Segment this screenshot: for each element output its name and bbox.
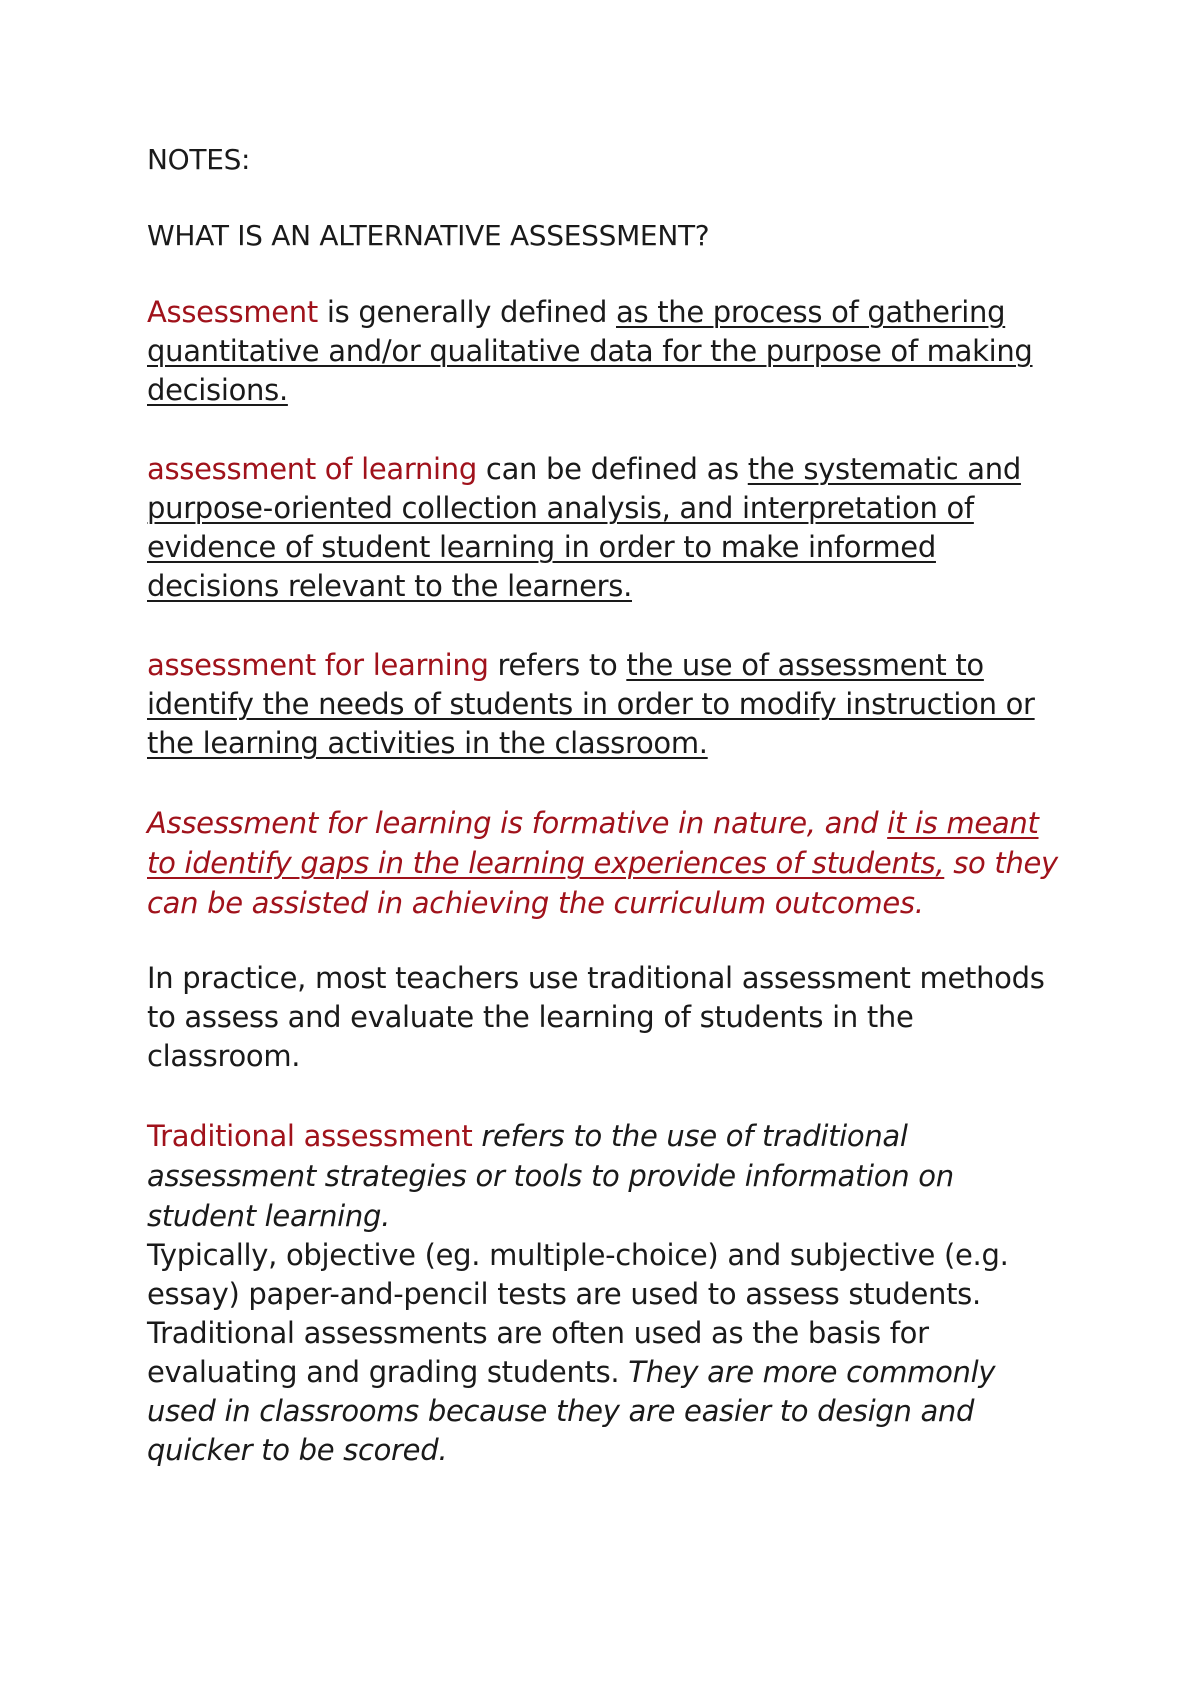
paragraph-assessment-definition: [147, 293, 1067, 410]
paragraph-typically: [147, 1236, 1067, 1470]
p2-definition: the systematic and purpose-oriented collection analysis, and interpretation of evidence of student learning in order to make informed decisions relevant to the learners.: [147, 452, 1021, 603]
p6-rest: refers to the use of traditional assessment strategies or tools to provide information on student learning.: [147, 1119, 954, 1233]
p4-lead: Assessment for learning is formative in nature, and: [147, 806, 888, 840]
term-assessment-for-learning: assessment for learning: [147, 648, 489, 682]
section-heading: WHAT IS AN ALTERNATIVE ASSESSMENT?: [147, 219, 710, 252]
p1-definition: as the process of gathering quantitative and/or qualitative data for the purpose of making decisions.: [147, 295, 1033, 407]
paragraph-assessment-of-learning: [147, 450, 1067, 606]
p7-plain: Typically, objective (eg. multiple-choice) and subjective (e.g. essay) paper-and-pencil tests are used to assess students. Traditional assessments are often used as the basis for evaluating and grading students.: [147, 1238, 1009, 1389]
notes-label: NOTES:: [147, 143, 251, 176]
p3-connector: refers to: [488, 648, 627, 682]
paragraph-traditional-assessment: [147, 1116, 1067, 1236]
p4-tail: so they can be assisted in achieving the curriculum outcomes.: [147, 846, 1058, 920]
paragraph-formative-note: [147, 803, 1067, 923]
term-assessment-of-learning: assessment of learning: [147, 452, 477, 486]
paragraph-assessment-for-learning: [147, 646, 1067, 763]
p4-underlined: it is meant to identify gaps in the learning experiences of students,: [147, 806, 1039, 880]
term-assessment: Assessment: [147, 295, 318, 329]
p1-connector: is generally defined: [317, 295, 616, 329]
p2-connector: can be defined as: [477, 452, 748, 486]
term-traditional-assessment: Traditional assessment: [147, 1119, 473, 1153]
p7-italic: They are more commonly used in classrooms because they are easier to design and quicker to be scored.: [147, 1355, 996, 1467]
paragraph-in-practice: In practice, most teachers use traditional assessment methods to assess and evaluate the learning of students in the classroom.: [147, 961, 1045, 1073]
document-page: [147, 140, 1067, 1470]
p3-definition: the use of assessment to identify the needs of students in order to modify instruction or the learning activities in the classroom.: [147, 648, 1035, 760]
